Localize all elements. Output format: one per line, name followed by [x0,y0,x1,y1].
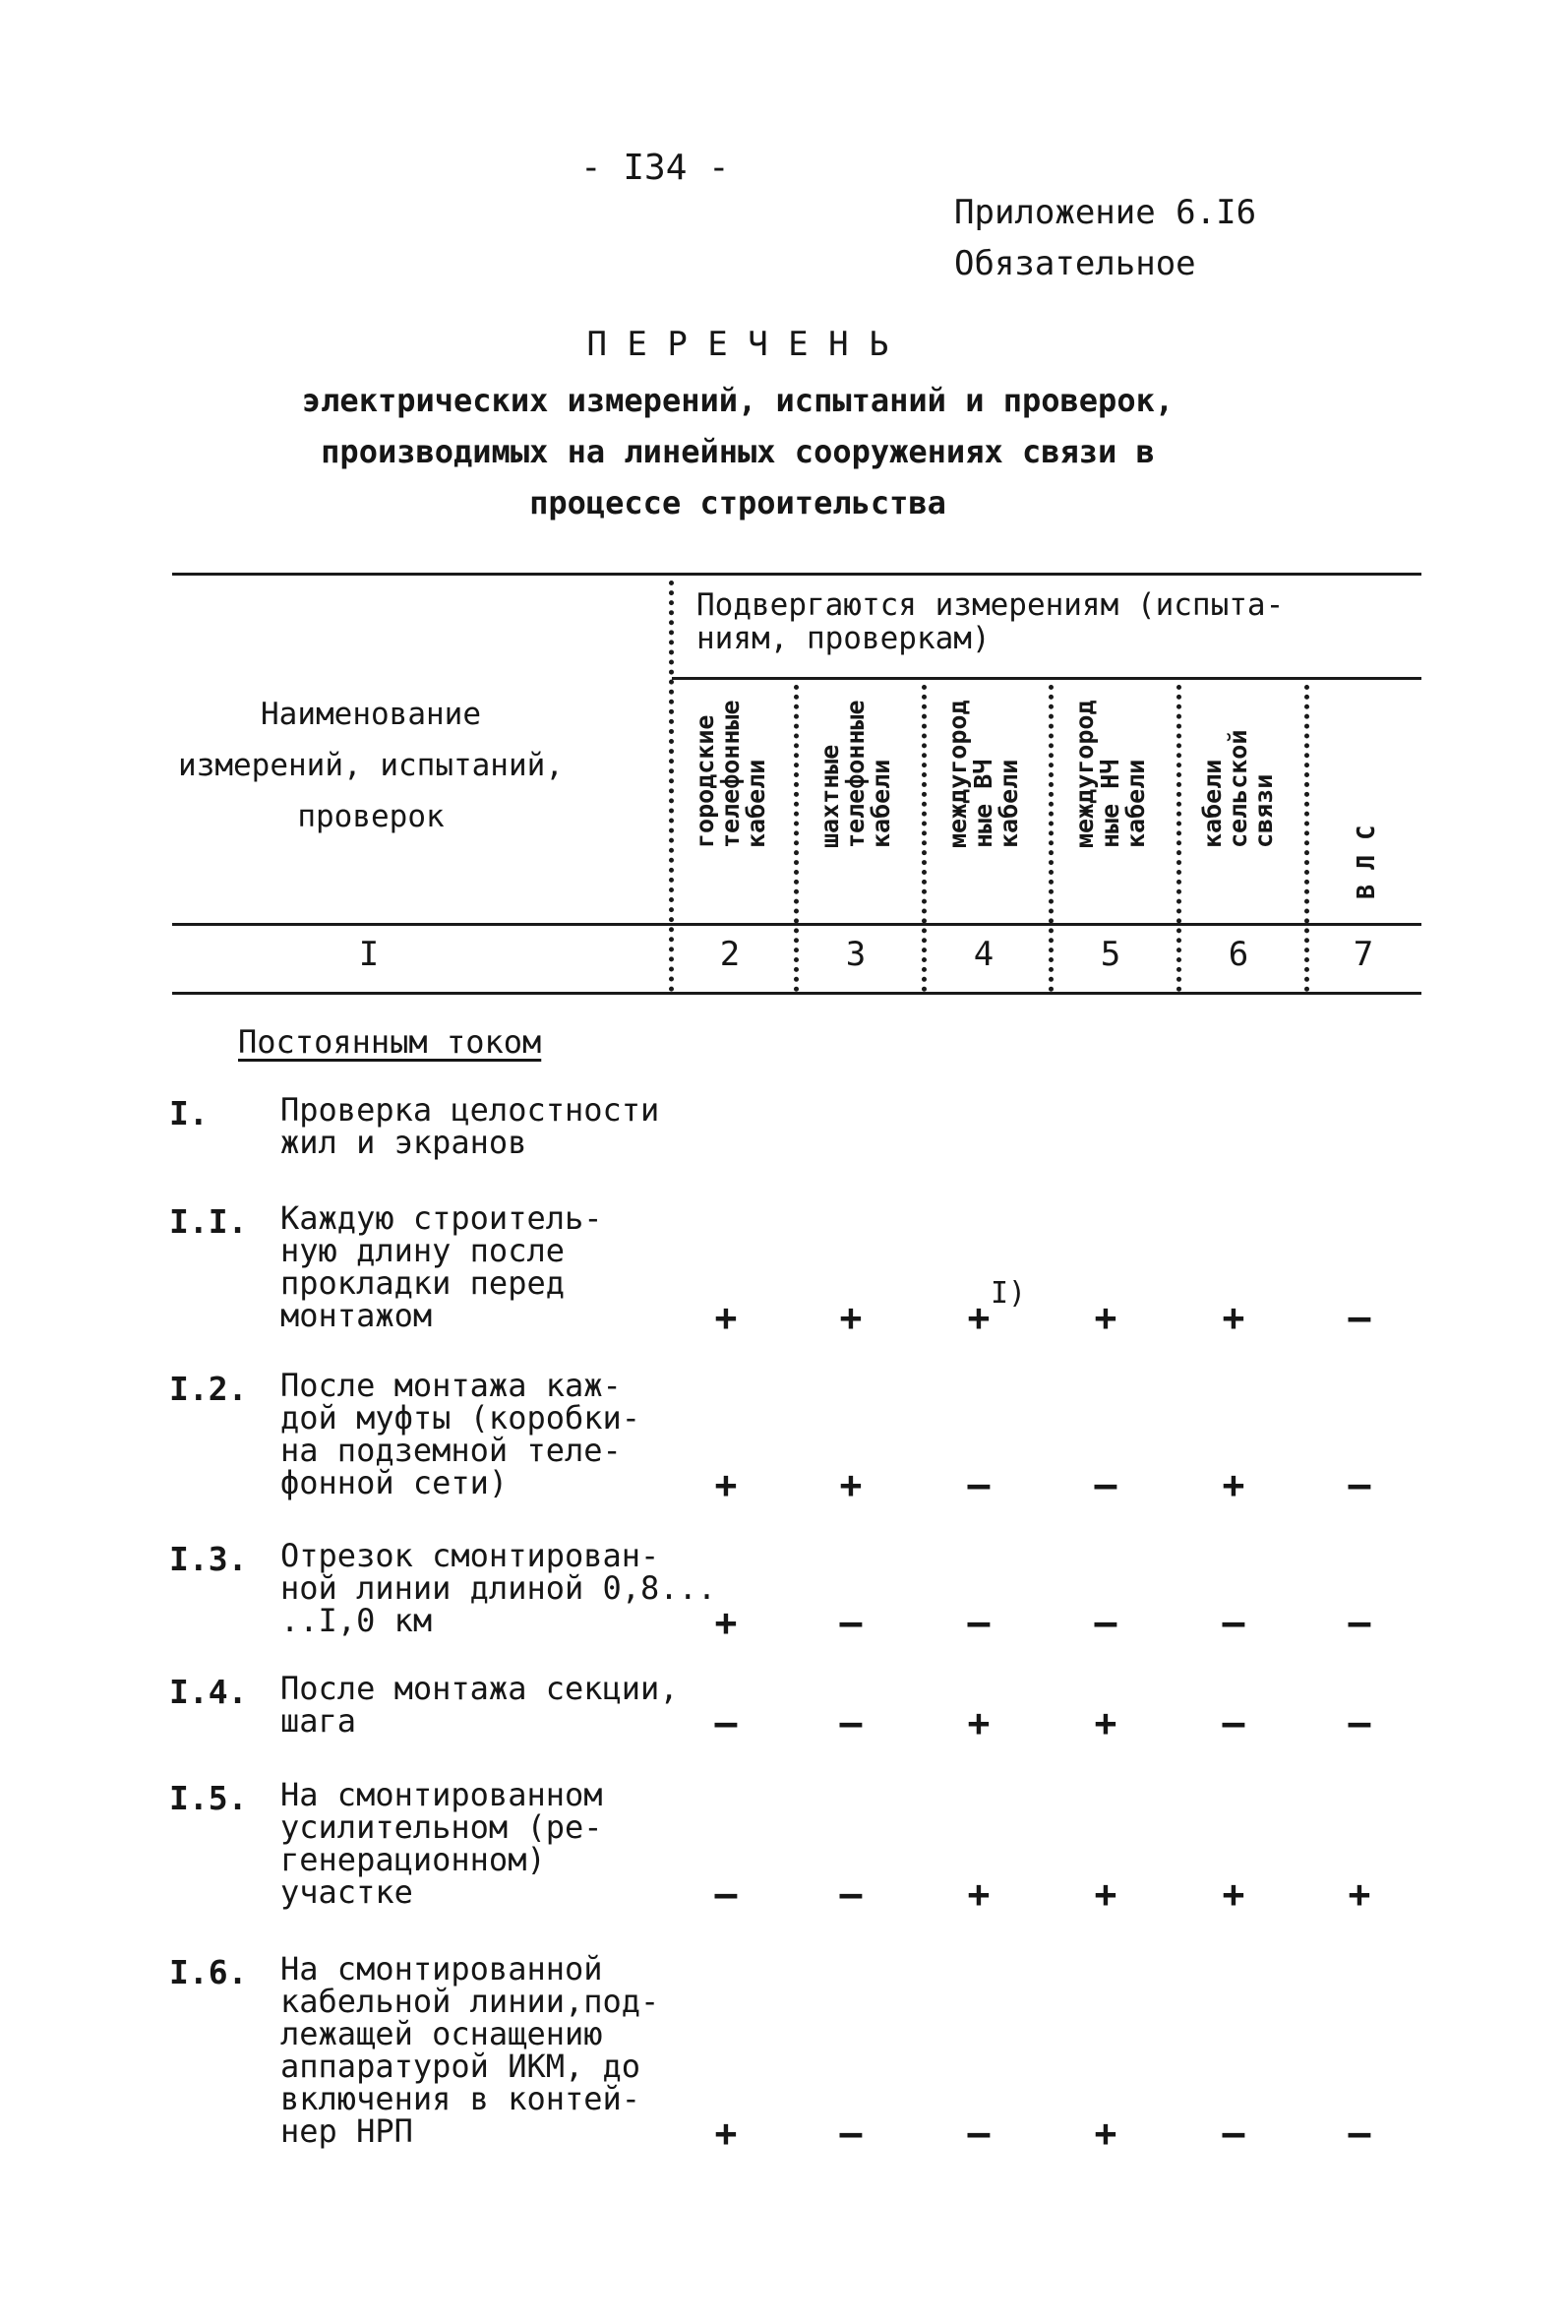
table-cell-mark: – [1222,1601,1245,1644]
row-description-line: ..I,0 км [280,1602,433,1639]
column-divider [794,685,799,992]
table-cell-mark: – [1348,1296,1371,1339]
appendix-status: Обязательное [954,244,1196,283]
row-description-line: жил и экранов [280,1124,527,1161]
row-description [280,1537,717,1639]
table-cell-mark: – [1348,1701,1371,1744]
group-header-line: Подвергаются измерениям (испыта- [696,587,1285,623]
footnote-marker: I) [991,1276,1027,1311]
table-cell-mark: – [714,1701,738,1744]
column-divider [669,581,674,992]
row-number: I.4. [169,1673,248,1711]
name-header-line: проверок [297,799,445,834]
subtitle-line-1: электрических измерений, испытаний и проверок, [301,382,1175,419]
row-description-line: На смонтированной [280,1950,603,1988]
row-description-line: ную длину после [280,1232,565,1269]
name-column-header [169,689,573,842]
row-description-line: аппаратурой ИКМ, до [280,2048,641,2085]
group-header-line: ниям, проверкам) [696,621,991,656]
table-cell-mark: + [1222,1872,1245,1916]
row-description-line: кабельной линии,под- [280,1983,660,2020]
column-header-mine-cables [802,689,910,925]
table-cell-mark: – [967,1601,991,1644]
row-description-line: Отрезок смонтирован- [280,1537,660,1574]
table-cell-mark: + [714,1601,738,1644]
column-header-line: кабели [1198,759,1227,848]
table-cell-mark: + [1222,1296,1245,1339]
column-header-line: телефонные [716,700,745,848]
page-number: - I34 - [580,148,730,188]
column-header-line: телефонные [841,700,870,848]
column-number: 4 [973,935,995,974]
column-number: 5 [1100,935,1121,974]
table-cell-mark: + [1094,1701,1117,1744]
row-number: I.5. [169,1779,248,1817]
row-number: I.I. [169,1202,248,1241]
section-heading: Постоянным током [238,1023,542,1061]
column-header-line: городские [691,714,719,848]
row-description-line: усилительном (ре- [280,1808,603,1846]
table-cell-mark: – [967,2111,991,2155]
table-cell-mark: + [1222,1463,1245,1506]
row-description-line: После монтажа секции, [280,1670,679,1707]
column-header-line: кабели [742,759,770,848]
table-cell-mark: – [839,1701,863,1744]
subtitle-line-3: процессе строительства [529,484,946,521]
table-cell-mark: – [967,1463,991,1506]
row-description [280,1776,603,1911]
column-number: I [358,935,380,974]
column-header-line: кабели [1121,759,1150,848]
column-header-line: В Л С [1352,825,1380,899]
row-description-line: нер НРП [280,2112,413,2150]
row-description-line: лежащей оснащению [280,2015,603,2052]
column-header-line: междугород [943,700,972,848]
table-cell-mark: – [1348,1463,1371,1506]
table-cell-mark: + [967,1701,991,1744]
table-cell-mark: + [839,1296,863,1339]
row-description-line: ной линии длиной 0,8... [280,1569,717,1607]
column-header-line: ные ВЧ [969,759,997,848]
table-cell-mark: + [1094,1296,1117,1339]
column-header-line: связи [1249,773,1278,848]
row-description [280,1091,660,1161]
column-divider [1049,685,1054,992]
number-row-rule [172,992,1421,995]
column-number: 2 [719,935,741,974]
column-header-hf-intercity-cables [930,689,1038,925]
row-description-line: фонной сети) [280,1464,509,1501]
row-description [280,1950,660,2150]
row-number: I.6. [169,1953,248,1991]
column-number: 3 [845,935,867,974]
table-top-rule [172,573,1421,576]
row-description-line: На смонтированном [280,1776,603,1813]
table-cell-mark: + [714,1296,738,1339]
row-description-line: участке [280,1873,413,1911]
table-cell-mark: – [1348,2111,1371,2155]
column-header-line: сельской [1224,729,1252,848]
column-divider [922,685,927,992]
row-description-line: Каждую строитель- [280,1199,603,1237]
row-number: I.2. [169,1370,248,1408]
column-header-line: шахтные [815,744,844,848]
column-divider [1176,685,1181,992]
column-header-line: ные НЧ [1096,759,1124,848]
name-header-line: Наименование [261,697,481,732]
group-header-rule [672,677,1421,680]
appendix-label [954,187,1256,289]
row-description-line: После монтажа каж- [280,1367,622,1404]
column-divider [1304,685,1309,992]
table-cell-mark: + [967,1872,991,1916]
subtitle-line-2: производимых на линейных сооружениях связи в [321,433,1155,470]
row-description-line: прокладки перед [280,1264,565,1302]
row-number: I.3. [169,1540,248,1578]
column-header-lf-intercity-cables [1056,689,1165,925]
table-cell-mark: + [1348,1872,1371,1916]
row-description-line: дой муфты (коробки- [280,1399,641,1437]
table-cell-mark: – [714,1872,738,1916]
name-header-line: измерений, испытаний, [178,748,564,783]
table-cell-mark: – [839,1872,863,1916]
document-title: П Е Р Е Ч Е Н Ь [586,325,889,364]
row-description-line: шага [280,1702,357,1740]
table-cell-mark: – [839,1601,863,1644]
table-cell-mark: – [1222,1701,1245,1744]
table-cell-mark: + [839,1463,863,1506]
row-number: I. [169,1094,209,1132]
column-header-line: междугород [1070,700,1099,848]
column-number: 7 [1353,935,1374,974]
column-header-line: кабели [867,759,895,848]
table-cell-mark: – [839,2111,863,2155]
column-header-urban-cables [677,689,785,925]
table-cell-mark: – [1222,2111,1245,2155]
table-cell-mark: – [1094,1463,1117,1506]
row-description-line: монтажом [280,1297,433,1334]
table-cell-mark: – [1348,1601,1371,1644]
table-cell-mark: + [967,1296,991,1339]
column-header-rural-cables [1184,689,1293,925]
row-description [280,1670,679,1740]
row-description-line: генерационном) [280,1841,546,1878]
table-cell-mark: + [714,1463,738,1506]
column-header-vls [1312,689,1420,925]
column-number: 6 [1228,935,1249,974]
group-header [696,588,1284,655]
row-description-line: на подземной теле- [280,1432,622,1469]
row-description-line: включения в контей- [280,2080,641,2117]
table-cell-mark: + [714,2111,738,2155]
row-description [280,1367,641,1501]
row-description [280,1199,603,1334]
table-cell-mark: – [1094,1601,1117,1644]
appendix-number: Приложение 6.I6 [954,193,1257,232]
row-description-line: Проверка целостности [280,1091,660,1129]
table-cell-mark: + [1094,1872,1117,1916]
column-header-line: кабели [995,759,1023,848]
table-cell-mark: + [1094,2111,1117,2155]
